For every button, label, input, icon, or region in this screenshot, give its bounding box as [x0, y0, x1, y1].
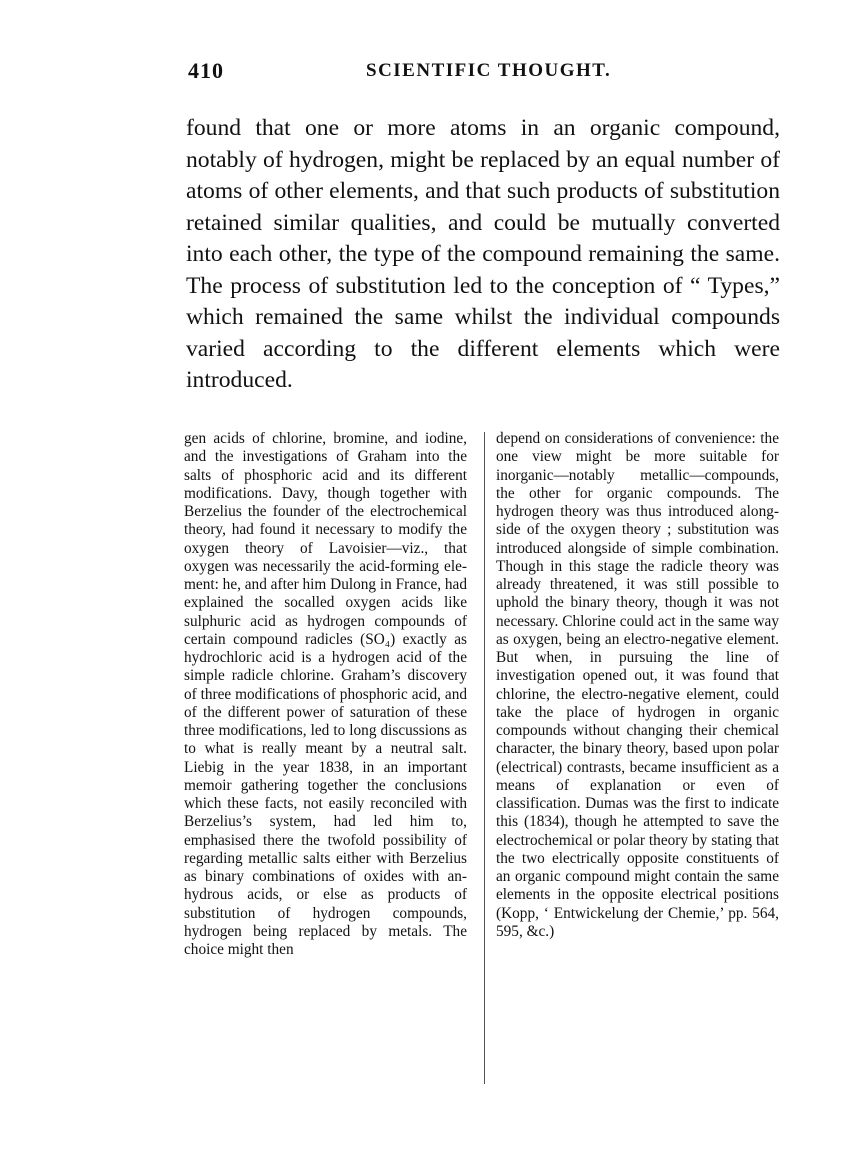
column-divider: [484, 432, 485, 1084]
main-body-text: found that one or more atoms in an organic compound, notably of hydrogen, might be replaced by an equal number of atoms of other elements, and that such products of substitution retained similar qualities, and could be mutually converted into each other, the type of the compound remaining the same. The process of substitution led to the conception of “ Types,” which remained the same whilst the individual compounds varied according to the different elements which were introduced.: [186, 115, 780, 393]
page-header: [188, 58, 778, 88]
running-title: SCIENTIFIC THOUGHT.: [366, 60, 612, 81]
page-number: 410: [188, 58, 224, 83]
footnote-left-column: gen acids of chlorine, bromine, and iodine, and the investigations of Graham into the salts of phosphoric acid and its different modifications. Davy, though together with Berzelius the founder of the electrochemical theory, had found it necessary to modify the oxygen theory of Lavoisier—viz., that oxygen was necessarily the acid-forming element: he, and after him Dulong in France, had explained the socalled oxygen acids like sulphuric acid as hydrogen compounds of certain compound radicles (SO₄) exactly as hydrochloric acid is a hydrogen acid of the simple radicle chlorine. Graham’s discovery of three modifications of phosphoric acid, and of the different power of saturation of these three modifications, led to long discussions as to what is really meant by a neutral salt. Liebig in the year 1838, in an important memoir gathering together the conclusions which these facts, not easily reconciled with Berzelius’s system, had led him to, emphasised there the twofold possibility of regarding metallic salts either with Berzelius as binary combinations of oxides with anhydrous acids, or else as products of substitution of hydrogen compounds, hydrogen being replaced by metals. The choice might then: [184, 430, 467, 958]
footnote-right-column: depend on considerations of convenience: the one view might be more suitable for inorganic—notably metallic—compounds, the other for organic compounds. The hydrogen theory was thus introduced alongside of the oxygen theory ; substitution was introduced alongside of simple combination. Though in this stage the radicle theory was already threatened, it was still possible to uphold the binary theory, though it was not necessary. Chlorine could act in the same way as oxygen, being an electro-negative element. But when, in pursuing the line of investigation opened out, it was found that chlorine, the electro-negative element, could take the place of hydrogen in organic compounds without changing their chemical character, the binary theory, based upon polar (electrical) contrasts, became insufficient as a means of explanation or even of classification. Dumas was the first to indicate this (1834), though he attempted to save the electrochemical or polar theory by stating that the two electrically opposite constituents of an organic compound might contain the same elements in the opposite electrical positions (Kopp, ‘ Entwickelung der Chemie,’ pp. 564, 595, &c.): [496, 430, 779, 940]
